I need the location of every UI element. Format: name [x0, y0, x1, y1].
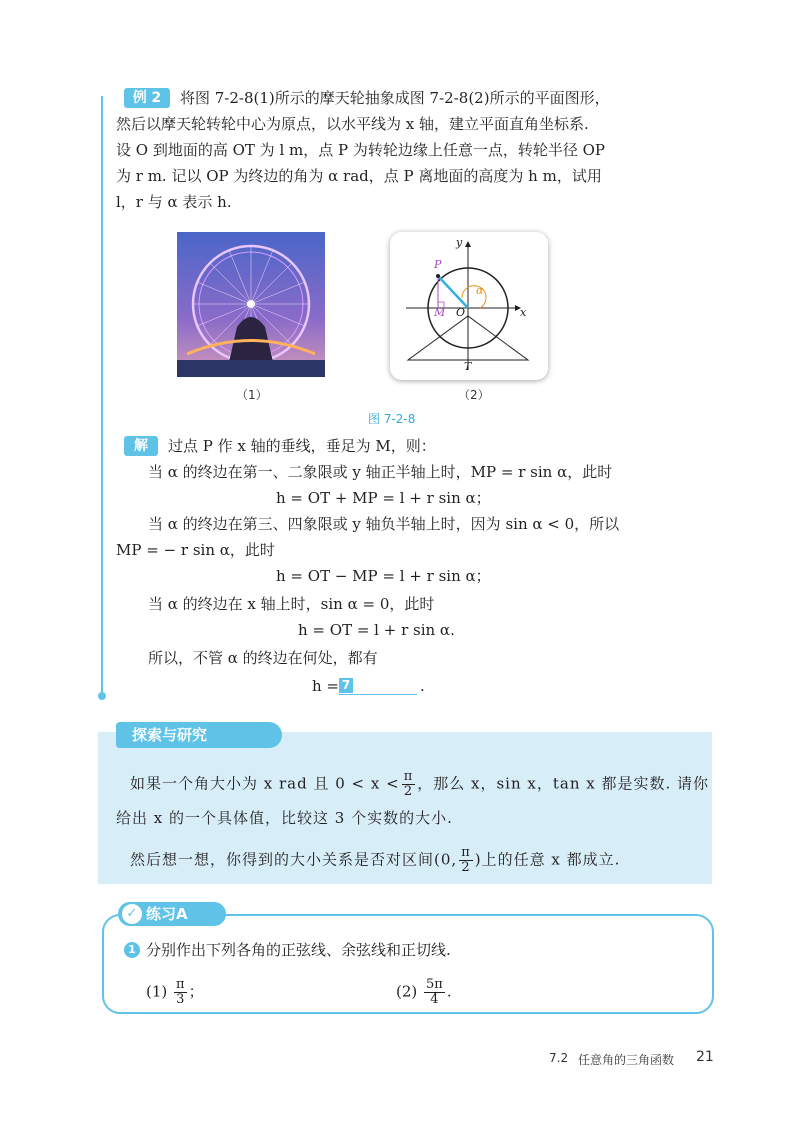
coordinate-diagram — [390, 232, 548, 380]
example-line-4: 为 r m. 记以 OP 为终边的角为 α rad，点 P 离地面的高度为 h m，试用 — [116, 167, 602, 185]
practice-item-1: (1) $\frac{\pi}{3}$ ； — [146, 977, 204, 1007]
solution-line-8: h = OT = l + r sin α. — [298, 621, 455, 639]
footer-section: 7.2 — [549, 1051, 569, 1065]
origin-label: O — [456, 306, 466, 319]
explore-line-3: 然后想一想，你得到的大小关系是否对区间(0, $\frac{\pi}{2}$ )上的任意 x 都成立. — [130, 845, 621, 875]
answer-blank-line[interactable] — [339, 694, 417, 695]
example-line-2: 然后以摩天轮转轮中心为原点，以水平线为 x 轴，建立平面直角坐标系. — [116, 115, 589, 133]
figure-sub2-label: （2） — [458, 388, 490, 402]
solution-line-7: 当 α 的终边在 x 轴上时，sin α = 0，此时 — [148, 595, 435, 613]
example-side-bar — [101, 96, 103, 696]
figure-sub1-label: （1） — [236, 388, 268, 402]
point-p-label: P — [434, 258, 442, 271]
practice-tag: ✓ 练习A — [118, 902, 226, 926]
solution-line-4: 当 α 的终边在第三、四象限或 y 轴负半轴上时，因为 sin α < 0，所以 — [148, 515, 620, 533]
footer-title: 任意角的三角函数 — [578, 1053, 675, 1067]
practice-question: 分别作出下列各角的正弦线、余弦线和正切线. — [146, 941, 451, 959]
explore-title: 探索与研究 — [116, 722, 282, 748]
solution-line-10: h = — [312, 677, 339, 695]
explore-line-2: 给出 x 的一个具体值，比较这 3 个实数的大小. — [116, 809, 453, 827]
ferris-wheel-photo — [177, 232, 325, 377]
example-line-1: 将图 7-2-8(1)所示的摩天轮抽象成图 7-2-8(2)所示的平面图形， — [180, 89, 610, 107]
solution-line-6: h = OT − MP = l + r sin α； — [276, 567, 491, 585]
solution-tag: 解 — [124, 436, 158, 456]
figure-caption: 图 7-2-8 — [368, 412, 416, 426]
solution-line-9: 所以，不管 α 的终边在何处，都有 — [148, 649, 378, 667]
x-axis-label: x — [520, 306, 527, 319]
checkmark-icon: ✓ — [122, 904, 142, 924]
y-axis-label: y — [456, 236, 463, 249]
practice-item-2: (2) $\frac{5\pi}{4}$ . — [396, 977, 452, 1007]
solution-line-1: 过点 P 作 x 轴的垂线，垂足为 M，则： — [168, 437, 436, 455]
solution-line-2: 当 α 的终边在第一、二象限或 y 轴正半轴上时，MP = r sin α，此时 — [148, 463, 613, 481]
alpha-label: α — [476, 284, 484, 297]
example-line-3: 设 O 到地面的高 OT 为 l m，点 P 为转轮边缘上任意一点，转轮半径 OP — [116, 141, 606, 159]
explore-line-1: 如果一个角大小为 x rad 且 0 < x < $\frac{\pi}{2}$ ，那么 x，sin x，tan x 都是实数. 请你 — [130, 769, 710, 799]
point-m-label: M — [434, 306, 446, 319]
point-t-label: T — [464, 360, 472, 373]
solution-line-5: MP = − r sin α，此时 — [116, 541, 275, 559]
example-line-5: l，r 与 α 表示 h. — [116, 193, 232, 211]
answer-blank-number: 7 — [339, 678, 353, 693]
page-number: 21 — [696, 1049, 714, 1065]
explore-frac-1: $\frac{\pi}{2}$ — [403, 769, 414, 799]
question-number-badge: 1 — [124, 942, 140, 958]
example-tag: 例 2 — [124, 88, 170, 108]
solution-line-3: h = OT + MP = l + r sin α； — [276, 489, 491, 507]
explore-frac-2: $\frac{\pi}{2}$ — [461, 845, 471, 875]
solution-end: . — [420, 677, 425, 695]
example-side-bar-end — [98, 692, 106, 700]
